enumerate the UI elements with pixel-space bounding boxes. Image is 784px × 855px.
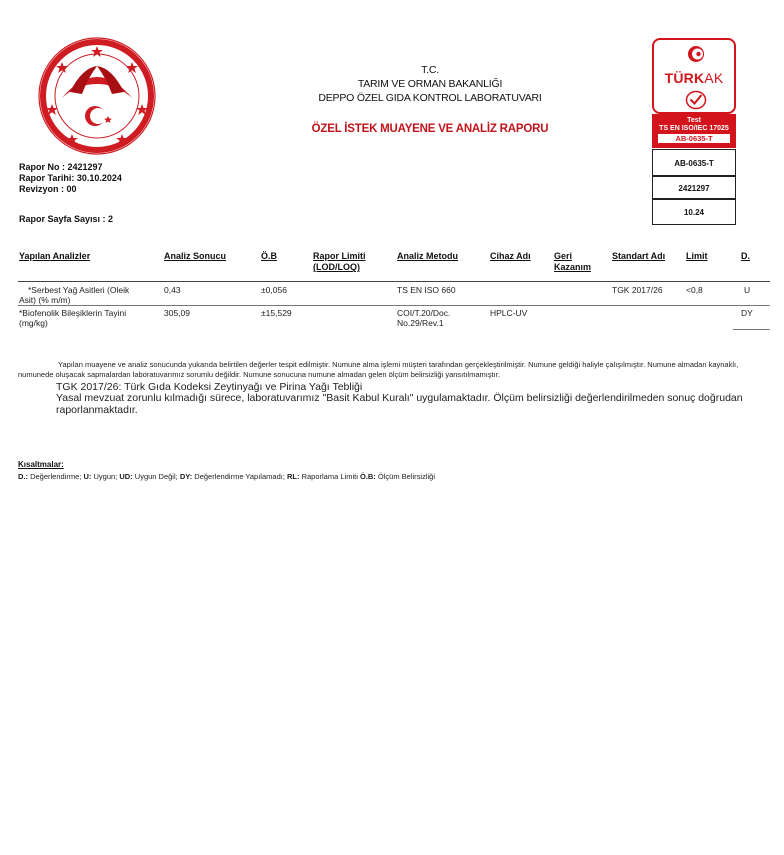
table-header-divider [18, 281, 770, 282]
report-page-count: Rapor Sayfa Sayısı : 2 [19, 214, 114, 224]
tgk-reference-note: TGK 2017/26: Türk Gıda Kodeksi Zeytinyağı ve Pirina Yağı Tebliği [56, 381, 363, 393]
col-header-rapor-limiti-line2: (LOD/LOQ) [313, 262, 360, 272]
cell-sonuc: 305,09 [164, 308, 190, 318]
abbr-value: Raporlama Limiti [301, 472, 358, 481]
col-header-limit: Limit [686, 251, 708, 261]
test-label: Test [687, 117, 701, 124]
table-row-divider [18, 305, 770, 306]
turkak-brand [654, 70, 734, 86]
standard-label: TS EN ISO/IEC 17025 [659, 125, 729, 132]
cell-ob: ±0,056 [261, 285, 287, 295]
accreditation-report-no: 2421297 [652, 176, 736, 199]
report-revision: Revizyon : 00 [19, 184, 77, 194]
col-header-rapor-limiti-line1: Rapor Limiti [313, 251, 366, 261]
col-header-rapor-limiti [313, 251, 366, 273]
cell-standart: TGK 2017/26 [612, 285, 663, 295]
col-header-analiz: Yapılan Analizler [19, 251, 91, 261]
abbr-value: Uygun; [93, 472, 118, 481]
abbr-key: DY: [179, 472, 193, 481]
col-header-ob: Ö.B [261, 251, 278, 261]
cell-cihaz: HPLC-UV [490, 308, 528, 318]
cell-degerlendirme: U [744, 285, 751, 295]
cell-metod: TS EN ISO 660 [397, 285, 456, 295]
turkak-brand-main: TÜRK [664, 70, 705, 86]
col-header-d: D. [741, 251, 750, 261]
cell-analiz-line1: *Biofenolik Bileşiklerin Tayini [19, 308, 127, 318]
col-header-metod: Analiz Metodu [397, 251, 458, 261]
report-title: ÖZEL İSTEK MUAYENE VE ANALİZ RAPORU [311, 123, 549, 135]
cell-analiz-line2: (mg/kg) [19, 318, 48, 328]
decision-rule-note: Yasal mevzuat zorunlu kılmadığı sürece, laboratuvarımız "Basit Kabul Kuralı" uygulamaktadır. Ölçüm belirsizliği değerlendirilmeden sonuç doğrudan raporlanmaktadır. [56, 392, 743, 416]
accreditation-emblem-icon [687, 45, 705, 63]
abbr-key: UD: [119, 472, 133, 481]
cell-degerlendirme: DY [741, 308, 753, 318]
abbr-value: Ölçüm Belirsizliği [377, 472, 435, 481]
abbreviations-title: Kısaltmalar: [18, 460, 64, 469]
cell-sonuc: 0,43 [164, 285, 181, 295]
table-end-divider [733, 329, 770, 330]
cell-metod-line1: COI/T.20/Doc. [397, 308, 451, 318]
col-header-sonuc: Analiz Sonucu [164, 251, 227, 261]
result-note-paragraph: Yapılan muayene ve analiz sonucunda yukarıda belirtilen değerler tespit edilmiştir. Numune alma işlemi müşteri tarafından gerçekleştirilmiştir. Numune geldiği haliyle çalışılmıştır. Numune almadan kaynaklı, numunede oluşacak sapmalardan laboratuvarımız sorumlu değildir. Numune sonucuna numune almadan gelen ölçüm belirsizliği yansıtılmamıştır. [18, 360, 739, 379]
abbreviations-list [18, 472, 435, 481]
abbr-key: RL: [287, 472, 300, 481]
accreditation-code-badge: AB-0635-T [658, 134, 730, 143]
abbr-value: Değerlendirme Yapılamadı; [194, 472, 285, 481]
col-header-geri-kazanim [554, 251, 591, 273]
abbr-key: U: [83, 472, 92, 481]
check-circle-icon [685, 90, 707, 110]
abbr-value: Uygun Değil; [134, 472, 178, 481]
header-tc: T.C. [421, 64, 439, 76]
abbr-key: Ö.B: [359, 472, 376, 481]
accreditation-revision: 10.24 [652, 199, 736, 225]
col-header-cihaz: Cihaz Adı [490, 251, 531, 261]
col-header-geri-line2: Kazanım [554, 262, 592, 272]
cell-analiz-line1: *Serbest Yağ Asitleri (Oleik [28, 285, 130, 295]
abbr-key: D.: [18, 472, 28, 481]
cell-analiz-line2: Asit) (% m/m) [19, 295, 71, 305]
turkak-brand-suffix: AK [704, 70, 724, 86]
abbr-value: Değerlendirme; [30, 472, 82, 481]
report-number: Rapor No : 2421297 [19, 162, 103, 172]
col-header-standart: Standart Adı [612, 251, 666, 261]
cell-limit: <0,8 [686, 285, 703, 295]
cell-metod-line2: No.29/Rev.1 [397, 318, 444, 328]
header-ministry: TARIM VE ORMAN BAKANLIĞI [357, 78, 503, 90]
accreditation-code: AB-0635-T [652, 149, 736, 176]
report-date: Rapor Tarihi: 30.10.2024 [19, 173, 122, 183]
col-header-geri-line1: Geri [554, 251, 573, 261]
header-lab-name: DEPPO ÖZEL GIDA KONTROL LABORATUVARI [318, 92, 542, 104]
cell-ob: ±15,529 [261, 308, 292, 318]
accreditation-standard-panel [652, 114, 736, 148]
